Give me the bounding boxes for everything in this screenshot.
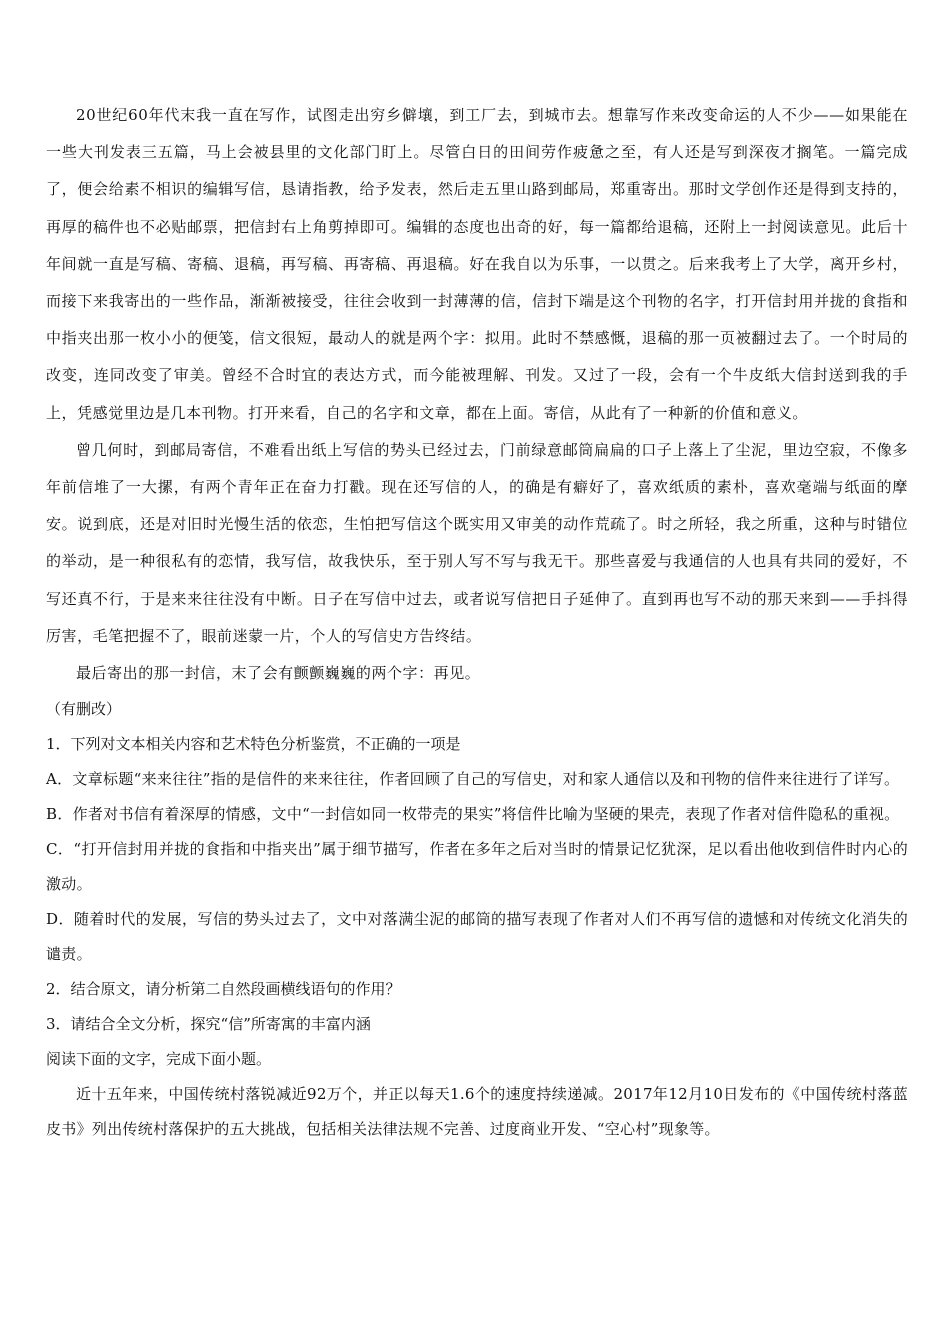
question-1-option-d: D．随着时代的发展，写信的势头过去了，文中对落满尘泥的邮筒的描写表现了作者对人们不再写信的遗憾和对传统文化消失的谴责。 (46, 910, 908, 964)
passage-paragraph-1: 20世纪60年代末我一直在写作，试图走出穷乡僻壤，到工厂去，到城市去。想靠写作来改变命运的人不少——如果能在一些大刊发表三五篇，马上会被县里的文化部门盯上。尽管白日的田间劳作疲惫之至，有人还是写到深夜才搁笔。一篇完成了，便会给素不相识的编辑写信，恳请指教，给予发表，然后走五里山路到邮局，郑重寄出。那时文学创作还是得到支持的，再厚的稿件也不必贴邮票，把信封右上角剪掉即可。编辑的态度也出奇的好，每一篇都给退稿，还附上一封阅读意见。此后十年间就一直是写稿、寄稿、退稿，再写稿、再寄稿、再退稿。好在我自以为乐事，一以贯之。后来我考上了大学，离开乡村，而接下来我寄出的一些作品，渐渐被接受，往往会收到一封薄薄的信，信封下端是这个刊物的名字，打开信封用并拢的食指和中指夹出那一枚小小的便笺，信文很短，最动人的就是两个字：拟用。此时不禁感慨，退稿的那一页被翻过去了。一个时局的改变，连同改变了审美。曾经不合时宜的表达方式，而今能被理解、刊发。又过了一段，会有一个牛皮纸大信封送到我的手上，凭感觉里边是几本刊物。打开来看，自己的名字和文章，都在上面。寄信，从此有了一种新的价值和意义。 (46, 106, 908, 422)
question-2: 2．结合原文，请分析第二自然段画横线语句的作用？ (46, 980, 401, 999)
question-3: 3．请结合全文分析，探究“信”所寄寓的丰富内涵 (46, 1015, 371, 1034)
question-1-option-b: B．作者对书信有着深厚的情感，文中“一封信如同一枚带壳的果实”将信件比喻为坚硬的果壳，表现了作者对信件隐私的重视。 (46, 805, 900, 824)
question-1-option-a: A．文章标题“来来往往”指的是信件的来来往往，作者回顾了自己的写信史，对和家人通信以及和刊物的信件来往进行了详写。 (46, 770, 900, 789)
question-1-stem: 1．下列对文本相关内容和艺术特色分析鉴赏，不正确的一项是 (46, 735, 461, 754)
edit-note: （有删改） (46, 700, 122, 719)
reading-instruction: 阅读下面的文字，完成下面小题。 (46, 1050, 272, 1069)
passage-paragraph-3: 最后寄出的那一封信，末了会有颤颤巍巍的两个字：再见。 (76, 664, 481, 683)
document-page (46, 97, 908, 1147)
passage-2-paragraph-1: 近十五年来，中国传统村落锐减近92万个，并正以每天1.6个的速度持续递减。2017年12月10日发布的《中国传统村落蓝皮书》列出传统村落保护的五大挑战，包括相关法律法规不完善、过度商业开发、“空心村”现象等。 (46, 1085, 908, 1139)
passage-paragraph-2: 曾几何时，到邮局寄信，不难看出纸上写信的势头已经过去，门前绿意邮筒扁扁的口子上落上了尘泥，里边空寂，不像多年前信堆了一大摞，有两个青年正在奋力打戳。现在还写信的人，的确是有癖好了，喜欢纸质的素朴，喜欢毫端与纸面的摩安。说到底，还是对旧时光慢生活的依恋，生怕把写信这个既实用又审美的动作荒疏了。时之所轻，我之所重，这种与时错位的举动，是一种很私有的恋情，我写信，故我快乐，至于别人写不写与我无干。那些喜爱与我通信的人也具有共同的爱好，不写还真不行，于是来来往往没有中断。日子在写信中过去，或者说写信把日子延伸了。直到再也写不动的那天来到——手抖得厉害，毛笔把握不了，眼前迷蒙一片，个人的写信史方告终结。 (46, 440, 908, 645)
question-1-option-c: C．“打开信封用并拢的食指和中指夹出”属于细节描写，作者在多年之后对当时的情景记忆犹深，足以看出他收到信件时内心的激动。 (46, 840, 908, 894)
